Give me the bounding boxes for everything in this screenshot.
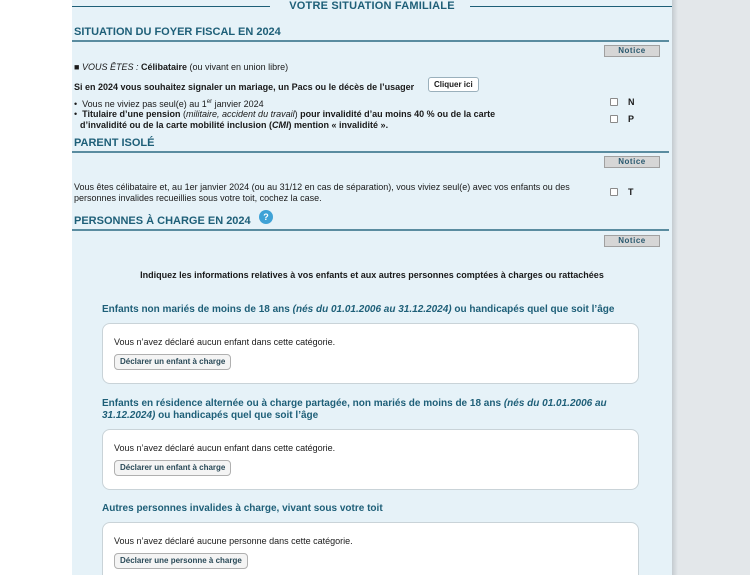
section-rule — [72, 40, 669, 42]
personnes-intro: Indiquez les informations relatives à vos enfants et aux autres personnes comptées à charges ou rattachées — [140, 270, 604, 280]
declarer-enfant-alterne-button[interactable]: Déclarer un enfant à charge — [114, 460, 231, 476]
item-p-row-2 — [80, 120, 388, 131]
checkbox-t[interactable] — [610, 188, 618, 196]
bullet-square-icon: ■ — [74, 62, 80, 72]
category-title — [102, 304, 642, 316]
category-empty-message: Vous n’avez déclaré aucune personne dans cette catégorie. — [114, 536, 353, 546]
category-title-dates: (nés du 01.01.2006 au 31.12.2024) — [102, 398, 607, 421]
category-empty-message: Vous n’avez déclaré aucun enfant dans cette catégorie. — [114, 337, 336, 347]
vous-etes-label: VOUS ÊTES : — [81, 62, 139, 72]
category-title-dates: (nés du 01.01.2006 au 31.12.2024) — [292, 304, 452, 315]
title-rule-right — [470, 6, 672, 7]
item-p-text-b: militaire, accident du travail — [186, 109, 295, 119]
checkbox-t-letter: T — [628, 187, 634, 197]
personnes-content — [72, 252, 672, 575]
item-p-text-c: pour invalidité d’au moins 40 % ou de la carte — [300, 109, 496, 119]
vous-etes-note: (ou vivant en union libre) — [189, 62, 289, 72]
section-rule — [72, 151, 669, 153]
notice-button-foyer[interactable]: Notice — [604, 45, 660, 57]
category-box — [102, 323, 639, 384]
declarer-personne-button[interactable]: Déclarer une personne à charge — [114, 553, 248, 569]
item-p-row: • Titulaire d’une pension (militaire, accident du travail) pour invalidité d’au moins 40 % ou de la carte — [74, 109, 496, 119]
checkbox-n[interactable] — [610, 98, 618, 106]
vous-etes-row — [74, 62, 288, 73]
parent-isole-text-1: Vous êtes célibataire et, au 1er janvier 2024 (ou au 31/12 en cas de séparation), vous viviez seul(e) avec vos enfants ou des — [74, 182, 570, 192]
category-empty-message: Vous n’avez déclaré aucun enfant dans cette catégorie. — [114, 443, 336, 453]
checkbox-p[interactable] — [610, 115, 618, 123]
title-rule-left — [72, 6, 270, 7]
checkbox-p-letter: P — [628, 114, 635, 124]
vous-etes-value: Célibataire — [140, 62, 188, 72]
notice-button-parent-isole[interactable]: Notice — [604, 156, 660, 168]
section-rule — [72, 229, 669, 231]
item-n-text-b: janvier 2024 — [212, 99, 264, 109]
item-p-text-a: Titulaire d’une pension — [82, 109, 181, 119]
section-title-foyer: SITUATION DU FOYER FISCAL EN 2024 — [74, 26, 281, 38]
item-n-text-a: Vous ne viviez pas seul(e) au 1 — [82, 99, 207, 109]
page-title-bar — [72, 0, 672, 14]
category-title-a: Autres personnes invalides à charge, vivant sous votre toit — [102, 503, 383, 514]
category-box — [102, 522, 639, 575]
category-box — [102, 429, 639, 490]
category-title-a: Enfants en résidence alternée ou à charge partagée, non mariés de moins de 18 ans — [102, 398, 504, 409]
category-title-a: Enfants non mariés de moins de 18 ans — [102, 304, 293, 315]
page-title: VOTRE SITUATION FAMILIALE — [289, 0, 455, 12]
form-panel — [72, 0, 672, 575]
page-margin-left — [0, 0, 72, 575]
page-margin-right — [678, 0, 750, 575]
bullet-dot-icon: • — [74, 109, 78, 119]
notice-button-personnes[interactable]: Notice — [604, 235, 660, 247]
cliquer-ici-button[interactable]: Cliquer ici — [428, 77, 479, 92]
item-p-line2-a: d’invalidité ou de la carte mobilité inclusion ( — [80, 120, 273, 130]
category-title-b: ou handicapés quel que soit l’âge — [155, 410, 319, 421]
signal-text: Si en 2024 vous souhaitez signaler un mariage, un Pacs ou le décès de l’usager — [74, 82, 415, 92]
item-n-sup: er — [206, 99, 213, 105]
bullet-dot-icon: • — [74, 99, 78, 109]
checkbox-n-letter: N — [628, 97, 635, 107]
item-p-line2-c: ) mention « invalidité ». — [288, 120, 389, 130]
parent-isole-text-2: personnes invalides recueillies sous votre toit, cochez la case. — [74, 193, 322, 203]
category-title-b: ou handicapés quel que soit l’âge — [451, 304, 615, 315]
item-p-line2-b: CMI — [272, 120, 289, 130]
section-title-parent-isole: PARENT ISOLÉ — [74, 137, 155, 149]
category-title — [102, 398, 642, 422]
section-title-personnes: PERSONNES À CHARGE EN 2024 — [74, 215, 251, 227]
category-title — [102, 503, 642, 515]
question-bubble-icon[interactable]: ? — [259, 210, 273, 224]
declarer-enfant-button[interactable]: Déclarer un enfant à charge — [114, 354, 231, 370]
